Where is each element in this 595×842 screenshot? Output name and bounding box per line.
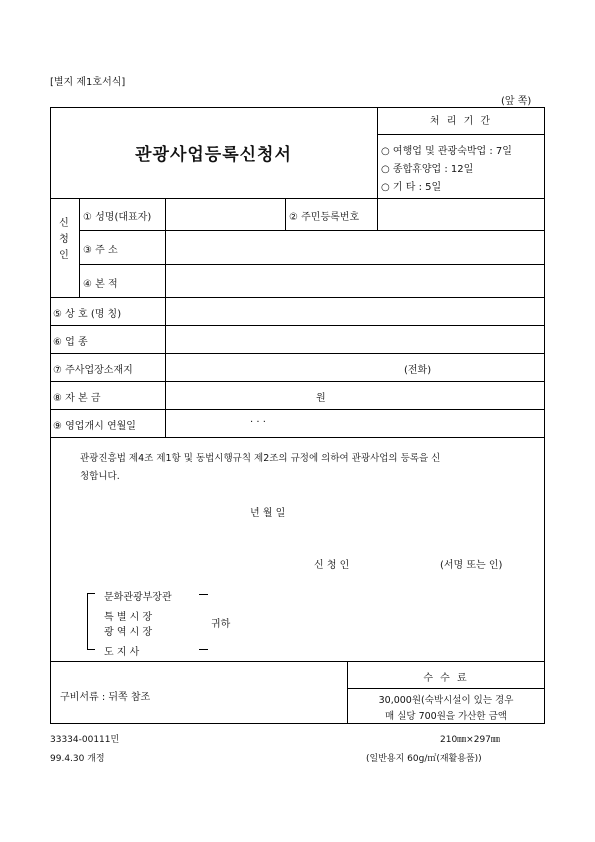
domicile-label: ④ 본 적: [83, 279, 118, 290]
business-location-label: ⑦ 주사업장소재지: [53, 365, 133, 376]
recipient-special-mayor: 특 별 시 장: [104, 612, 153, 623]
form-title: 관광사업등록신청서: [135, 145, 292, 165]
form-number-label: [별지 제1호서식]: [50, 77, 126, 88]
business-type-field[interactable]: [166, 326, 544, 352]
business-location-field[interactable]: (전화): [404, 365, 432, 376]
capital-label: ⑧ 자 본 금: [53, 393, 101, 404]
domicile-field[interactable]: [166, 265, 544, 296]
signature-note: (서명 또는 인): [440, 560, 503, 571]
processing-item-resort: ○ 종합휴양업 : 12일: [381, 164, 474, 175]
required-documents-label: 구비서류 : 뒤쪽 참조: [60, 692, 151, 703]
resident-number-field[interactable]: [378, 199, 544, 229]
revision-date: 99.4.30 개정: [50, 754, 105, 764]
trade-name-field[interactable]: [166, 298, 544, 324]
capital-field[interactable]: 원: [316, 393, 326, 404]
paper-size: 210㎜×297㎜: [440, 735, 500, 745]
trade-name-label: ⑤ 상 호 (명 칭): [53, 309, 122, 320]
opening-date-label: ⑨ 영업개시 연월일: [53, 421, 136, 432]
address-label: ③ 주 소: [83, 245, 118, 256]
recipient-minister: 문화관광부장관: [104, 592, 172, 603]
processing-item-travel: ○ 여행업 및 관광숙박업 : 7일: [381, 146, 512, 157]
opening-date-field[interactable]: . . .: [250, 414, 266, 425]
name-label: ① 성명(대표자): [83, 212, 152, 223]
processing-period-heading: 처 리 기 간: [429, 116, 493, 127]
resident-number-label: ② 주민등록번호: [289, 212, 360, 223]
recipient-bracket: [87, 593, 95, 650]
applicant-signature-label: 신 청 인: [314, 560, 350, 571]
statement-text-line2: 청합니다.: [80, 471, 120, 482]
fee-line1: 30,000원(숙박시설이 있는 경우: [378, 695, 514, 706]
business-type-label: ⑥ 업 종: [53, 337, 88, 348]
fee-heading: 수 수 료: [423, 673, 469, 684]
name-field[interactable]: [166, 199, 284, 229]
page-side-label: (앞 쪽): [501, 96, 532, 107]
paper-spec: (일반용지 60g/㎡(재활용품)): [366, 754, 482, 764]
address-field[interactable]: [166, 231, 544, 263]
date-line: 년 월 일: [250, 508, 286, 519]
applicant-group-label: 신 청 인: [59, 218, 69, 261]
form-code: 33334-00111민: [50, 735, 120, 745]
honorific-label: 귀하: [211, 619, 231, 630]
recipient-governor: 도 지 사: [104, 647, 140, 658]
processing-item-other: ○ 기 타 : 5일: [381, 182, 442, 193]
recipient-metro-mayor: 광 역 시 장: [104, 627, 153, 638]
fee-line2: 매 실당 700원을 가산한 금액: [385, 711, 507, 722]
statement-text-line1: 관광진흥법 제4조 제1항 및 동법시행규칙 제2조의 규정에 의하여 관광사업의 등록을 신: [80, 453, 441, 464]
